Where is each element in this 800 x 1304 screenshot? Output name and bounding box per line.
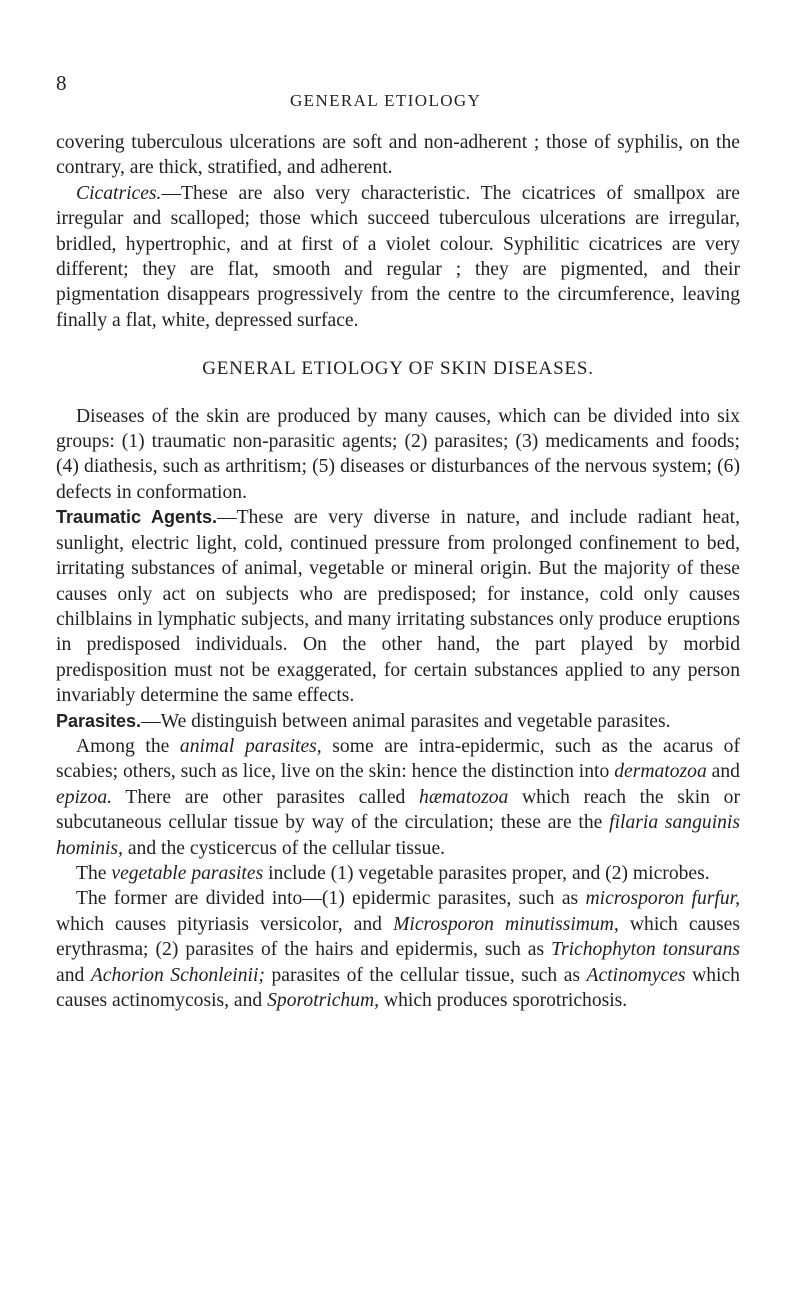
paragraph-parasite-divisions	[56, 886, 740, 1013]
text-run: The	[76, 862, 112, 884]
italic-term: microsporon furfur,	[585, 888, 740, 910]
paragraph-ulceration-coverings	[56, 130, 740, 181]
paragraph-causes	[56, 404, 740, 506]
italic-term: filaria sanguinis hominis,	[56, 812, 740, 859]
paragraph-vegetable-parasites	[56, 861, 740, 886]
section-heading: GENERAL ETIOLOGY OF SKIN DISEASES.	[202, 358, 594, 380]
paragraph-text: —These are also very characteristic. The cicatrices of smallpox are irregular and scalloped; those which succeed tuberculous ulcerations are irregular, bridled, hypertrophic, and at first of a violet colour. Syphilitic cicatrices are very different; they are flat, smooth and regular ; they are pigmented, and their pigmentation disappears progressively from the centre to the circumference, leaving finally a flat, white, depressed surface.	[56, 182, 740, 331]
text-run: some are intra-epidermic, such as the acarus of scabies; others, such as lice, live on the skin: hence the distinction into	[56, 735, 740, 783]
paragraph-text: —We distinguish between animal parasites and vegetable parasites.	[141, 710, 671, 732]
italic-term: Microsporon minutissimum,	[393, 913, 619, 935]
paragraph-cicatrices	[56, 181, 740, 333]
italic-term: Sporotrichum,	[267, 990, 380, 1011]
run-in-heading-traumatic-agents: Traumatic Agents.	[56, 507, 217, 528]
running-head: GENERAL ETIOLOGY	[290, 91, 482, 110]
text-run: which causes actinomycosis, and	[56, 964, 740, 1011]
paragraph-text: Diseases of the skin are produced by many causes, which can be divided into six groups: (1) traumatic non-parasitic agents; (2) parasites; (3) medicaments and foods; (4) diathesis, such as arthritism; (5) diseases or disturbances of the nervous system; (6) defects in conformation.	[56, 405, 740, 503]
paragraph-parasites	[56, 709, 740, 734]
text-run: which reach the skin or subcutaneous cellular tissue by way of the circulation; these are the	[56, 786, 740, 834]
italic-term: dermatozoa	[614, 761, 707, 783]
italic-term: animal parasites,	[179, 735, 322, 757]
text-run: There are other parasites called	[112, 786, 420, 808]
text-run: parasites of the cellular tissue, such as	[264, 964, 587, 986]
body-text	[56, 130, 740, 1013]
text-run: which produces sporotrichosis.	[379, 990, 628, 1011]
page-number: 8	[56, 71, 67, 95]
paragraph-text: covering tuberculous ulcerations are soft and non-adherent ; those of syphilis, on the contrary, are thick, stratified, and adherent.	[56, 132, 740, 179]
italic-term: Trichophyton tonsurans	[551, 939, 740, 961]
italic-term: Achorion Schonleinii;	[90, 964, 265, 986]
text-run: which causes erythrasma; (2) parasites of the hairs and epidermis, such as	[56, 913, 740, 961]
text-run: Among the	[76, 735, 180, 757]
text-run: which causes pityriasis versicolor, and	[56, 913, 394, 935]
paragraph-animal-parasites	[56, 734, 740, 861]
text-run: and	[56, 964, 91, 986]
run-in-heading-parasites: Parasites.	[56, 710, 142, 731]
text-run: The former are divided into—(1) epidermic parasites, such as	[76, 888, 586, 910]
text-run: include (1) vegetable parasites proper, and (2) microbes.	[263, 862, 710, 884]
paragraph-traumatic-agents	[56, 505, 740, 708]
italic-term: Actinomyces	[586, 964, 686, 986]
run-in-heading-cicatrices: Cicatrices.	[76, 182, 162, 204]
italic-term: epizoa.	[56, 786, 113, 808]
text-run: and the cysticercus of the cellular tissue.	[122, 837, 446, 859]
paragraph-text: —These are very diverse in nature, and include radiant heat, sunlight, electric light, cold, continued pressure from prolonged confinement to bed, irritating substances of animal, vegetable or mineral origin. But the majority of these causes only act on subjects who are predisposed; for instance, cold only causes chilblains in lymphatic subjects, and many irritating substances only produce eruptions in predisposed individuals. On the other hand, the part played by morbid predisposition must not be exaggerated, for certain substances applied to any person invariably determine the same effects.	[56, 507, 740, 707]
text-run: and	[706, 761, 740, 783]
italic-term: hæmatozoa	[419, 786, 509, 808]
italic-term: vegetable parasites	[111, 862, 264, 884]
